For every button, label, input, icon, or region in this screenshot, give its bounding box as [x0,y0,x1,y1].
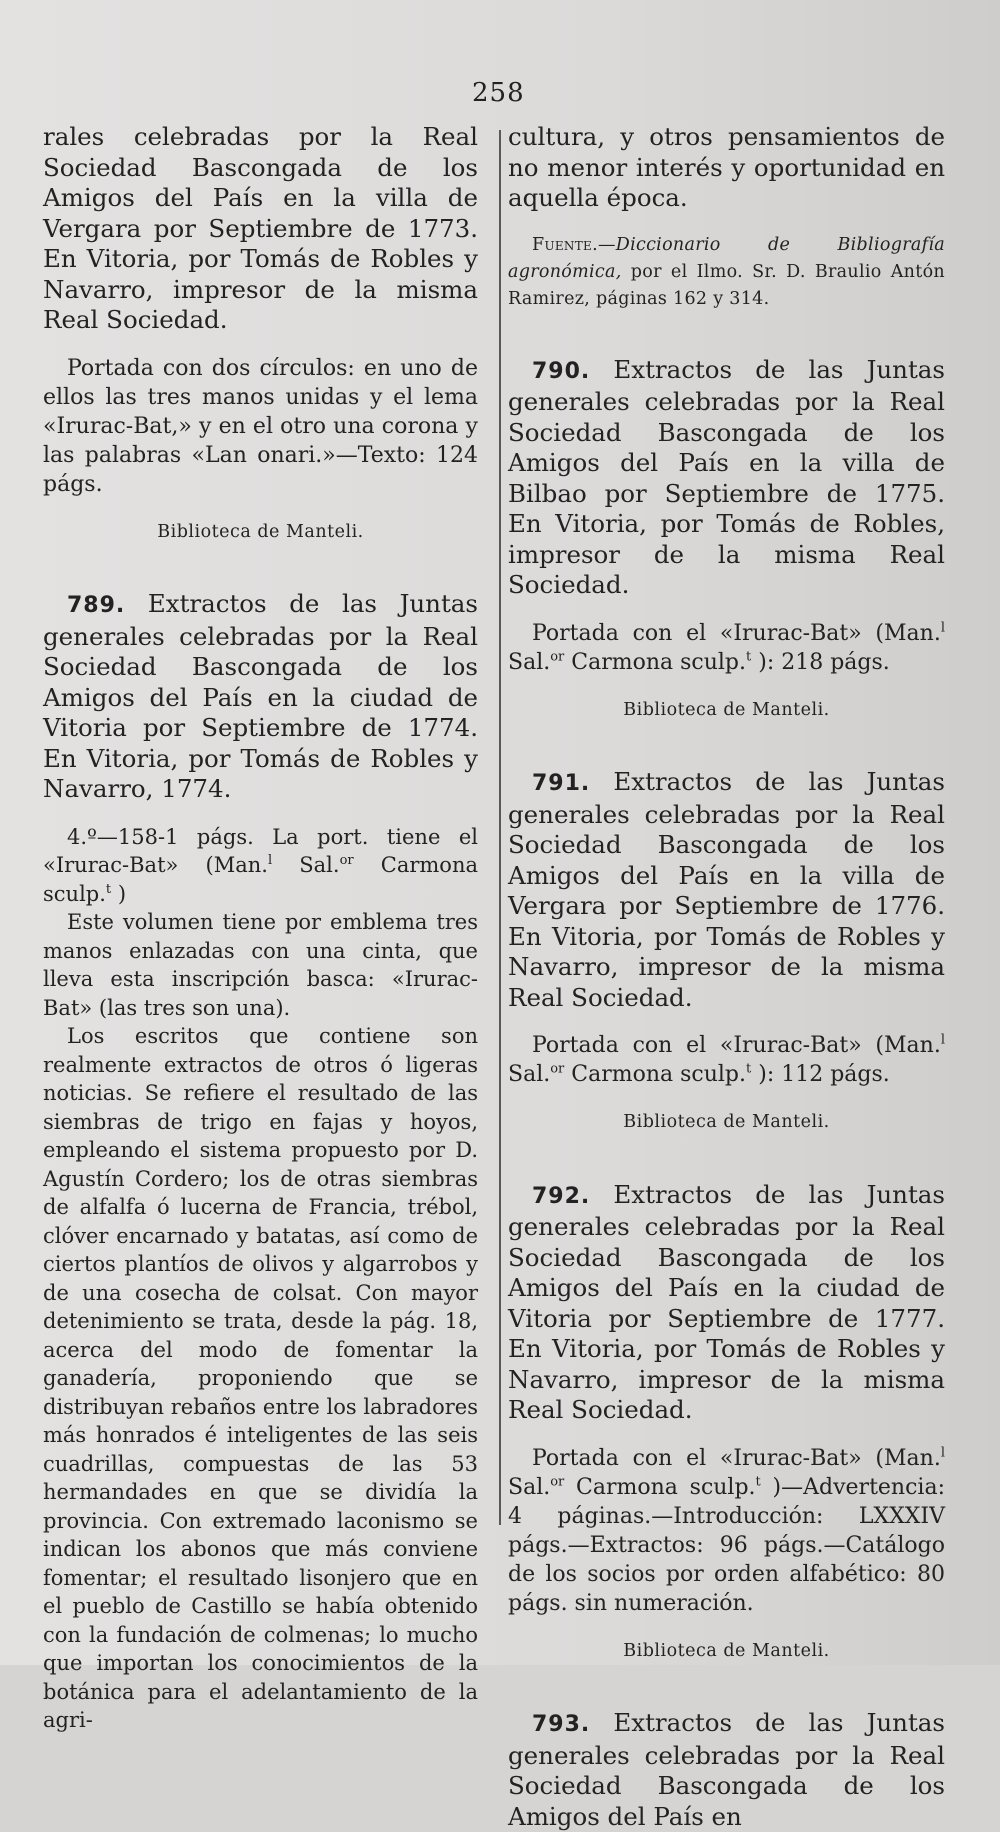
column-divider [499,130,501,1525]
right-column [508,122,945,1832]
page-number: 258 [472,78,525,108]
entry-789-note: Este volumen tiene por emblema tres manos enlazadas con una cinta, que lleva esta inscripción basca: «Irurac-Bat» (las tres son una). [43,910,478,1020]
library-note: Biblioteca de Manteli. [623,1112,830,1132]
continued-entry-text: cultura, y otros pensamientos de no menor interés y oportunidad en aquella época. [508,122,945,212]
entry-789-summary: Los escritos que contiene son realmente extractos de otros ó ligeras noticias. Se refiere el resultado de las siembras de trigo en fajas y hoyos, empleando el sistema propuesto por D. Agustín Cordero; los de otras siembras de alfalfa ó lucerna de Francia, trébol, clóver encarnado y batatas, así como de ciertos plantíos de olivos y algarrobos y de una cosecha de colsat. Con mayor detenimiento se trata, desde la pág. 18, acerca del modo de fomentar la ganadería, proponiendo que se distribuyan rebaños entre los labradores más honrados é inteligentes de las seis cuadrillas, compuestas de las 53 hermandades en que se dividía la provincia. Con extremado laconismo se indican los abonos que más conviene fomentar; el resultado lisonjero que en el pueblo de Castillo se había obtenido con la fundación de colmenas; lo mucho que importan los conocimientos de la botánica para el adelantamiento de la agri- [43,1024,478,1732]
entry-number: 793. [532,1712,591,1737]
entry-title: Extractos de las Juntas generales celebradas por la Real Sociedad Bascongada de los Amigos del País en la villa de Bilbao por Septiembre de 1775. En Vitoria, por Tomás de Robles, impresor de la misma Real Sociedad. [508,354,945,599]
entry-title: Extractos de las Juntas generales celebradas por la Real Sociedad Bascongada de los Amigos del País en la ciudad de Vitoria por Septiembre de 1774. En Vitoria, por Tomás de Robles y Navarro, 1774. [43,589,478,803]
library-note: Biblioteca de Manteli. [623,1640,830,1661]
entry-789 [43,589,478,805]
continued-entry-text: rales celebradas por la Real Sociedad Bascongada de los Amigos del País en la villa de Vergara por Septiembre de 1773. En Vitoria, por Tomás de Robles y Navarro, impresor de la misma Real Sociedad. [43,122,478,334]
continued-entry-description: Portada con dos círculos: en uno de ellos las tres manos unidas y el lema «Irurac-Bat,» y en el otro una corona y las palabras «Lan onari.»—Texto: 124 págs. [43,355,478,497]
entry-791 [508,767,945,1013]
left-column [43,122,478,1735]
entry-number: 791. [532,771,591,796]
library-note: Biblioteca de Manteli. [157,521,364,542]
entry-number: 789. [67,593,126,618]
entry-792 [508,1180,945,1426]
entry-790 [508,355,945,601]
entry-789-format: 4.º—158-1 págs. La port. tiene el «Irurac-Bat» (Man.$^l$ Sal.$^{or}$ Carmona sculp.$^t$ ) [43,824,478,906]
entry-number: 792. [532,1183,591,1209]
source-note: Fuente.—Diccionario de Bibliografía agronómica, por el Ilmo. Sr. D. Braulio Antón Ramirez, páginas 162 y 314. [508,234,945,309]
entry-792-description: Portada con el «Irurac-Bat» (Man.$^l$ Sal.$^{or}$ Carmona sculp.$^t$ )—Advertencia: 4 páginas.—Introducción: LXXXIV págs.—Extractos: 96 págs.—Catálogo de los socios por orden alfabético: 80 págs. sin numeración. [508,1445,945,1616]
entry-title: Extractos de las Juntas generales celebradas por la Real Sociedad Bascongada de los Amigos del País en la villa de Vergara por Septiembre de 1776. En Vitoria, por Tomás de Robles y Navarro, impresor de la misma Real Sociedad. [508,767,945,1012]
entry-title: Extractos de las Juntas generales celebradas por la Real Sociedad Bascongada de los Amigos del País en [508,1708,945,1831]
entry-791-description: Portada con el «Irurac-Bat» (Man.$^l$ Sal.$^{or}$ Carmona sculp.$^t$ ): 112 págs. [508,1032,945,1087]
entry-790-description: Portada con el «Irurac-Bat» (Man.$^l$ Sal.$^{or}$ Carmona sculp.$^t$ ): 218 págs. [508,620,945,675]
library-note: Biblioteca de Manteli. [623,699,830,720]
entry-number: 790. [532,358,591,384]
entry-793 [508,1708,945,1832]
entry-title: Extractos de las Juntas generales celebradas por la Real Sociedad Bascongada de los Amigos del País en la ciudad de Vitoria por Septiembre de 1777. En Vitoria, por Tomás de Robles y Navarro, impresor de la misma Real Sociedad. [508,1179,945,1424]
